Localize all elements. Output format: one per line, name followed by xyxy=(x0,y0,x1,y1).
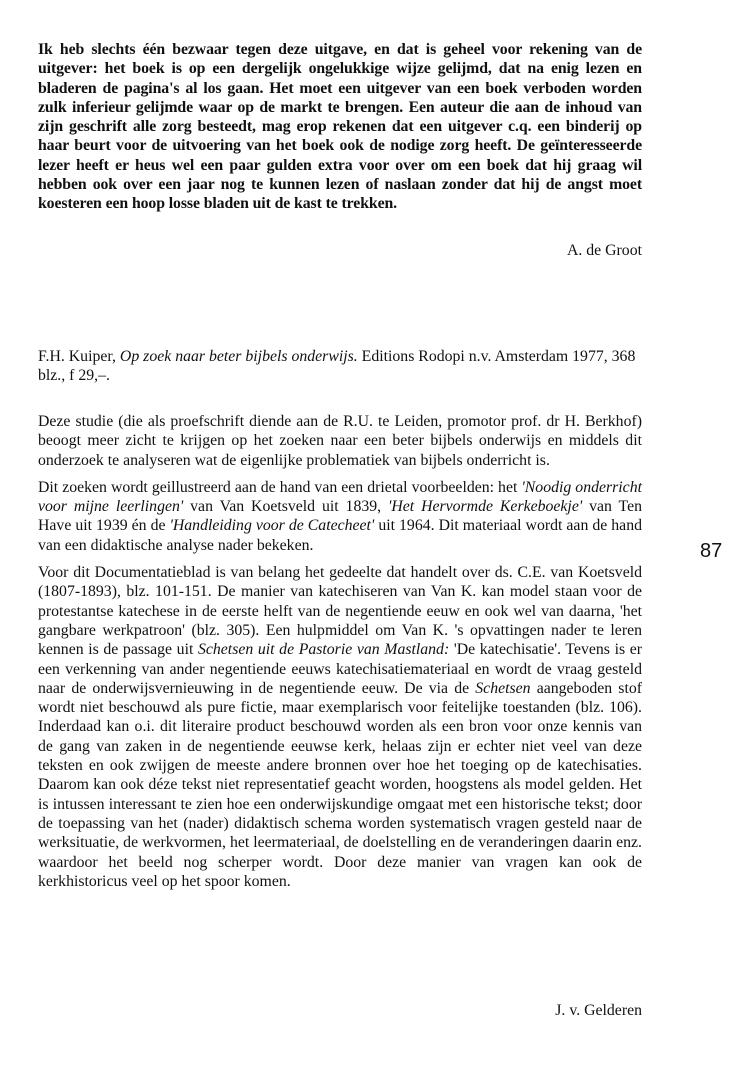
p3-text-2: 'De katechisatie'. Tevens is er een verkenning van ander negentiende eeuws katechisatiemateriaal en wordt de vraag gesteld naar de onderwijsvernieuwing in de negentiende eeuw. De via de xyxy=(38,641,642,697)
p2-italic-3: 'Handleiding voor de Catecheet' xyxy=(169,517,375,535)
review1-signature: A. de Groot xyxy=(566,242,642,259)
citation-title: Op zoek naar beter bijbels onderwijs. xyxy=(119,348,358,365)
p2-text-1: Dit zoeken wordt geillustreerd aan de hand van een drietal voorbeelden: het xyxy=(38,478,522,496)
review2-paragraph-1: Deze studie (die als proefschrift diende aan de R.U. te Leiden, promotor prof. dr H. Berkhof) beoogt meer zicht te krijgen op het zoeken naar een beter bijbels onderwijs en middels dit onderzoek te analyseren wat de eigenlijke problematiek van bijbels onderricht is. xyxy=(38,413,642,469)
review2-body xyxy=(38,412,642,891)
review2-paragraph-2 xyxy=(38,478,642,555)
p2-italic-2: 'Het Hervormde Kerkeboekje' xyxy=(387,498,583,516)
p2-text-2: van Van Koetsveld uit 1839, xyxy=(183,498,388,516)
p3-text-3: aangeboden stof wordt niet beschouwd als pure fictie, maar exemplarisch voor feitelijke toestanden (blz. 106). Inderdaad kan o.i. dit literaire product beschouwd worden als een bron voor onze kennis van de gang van zaken in de negentiende eeuwse kerk, helaas zijn er echter niet veel van deze teksten en ook zwijgen de meeste andere bronnen over hoe het toeging op de katechisaties. Daarom kan ook déze tekst niet representatief geacht worden, hoogstens als model gelden. Het is intussen interessant te zien hoe een onderwijskundige omgaat met een historische tekst; door de toepassing van het (nader) didaktisch schema worden systematisch vragen gesteld naar de werksituatie, de werkvormen, het leermateriaal, de doelstelling en de veranderingen daarin enz. waardoor het beeld nog scherper wordt. Door deze manier van vragen kan ook de kerkhistoricus veel op het spoor komen. xyxy=(38,679,642,890)
p2-text-3: van Ten Have uit 1939 én de xyxy=(38,498,642,535)
citation-publisher: Editions Rodopi n.v. Amsterdam 1977, 368 blz., f 29,–. xyxy=(38,348,636,385)
p2-italic-1: 'Noodig onderricht voor mijne leerlingen' xyxy=(38,478,642,516)
citation-author: F.H. Kuiper, xyxy=(38,348,120,365)
p3-italic-2: Schetsen xyxy=(475,679,531,697)
review2-citation-block xyxy=(38,347,642,386)
p3-italic-1: Schetsen uit de Pastorie van Mastland: xyxy=(197,641,450,659)
review2-paragraph-3 xyxy=(38,563,642,891)
review1-paragraph: Ik heb slechts één bezwaar tegen deze uitgave, en dat is geheel voor rekening van de uitgever: het boek is op een dergelijk ongelukkige wijze gelijmd, dat na enig lezen en bladeren de pagina's al los gaan. Het moet een uitgever van een boek verboden worden zulk inferieur gelijmde waar op de markt te brengen. Een auteur die aan de inhoud van zijn geschrift alle zorg besteedt, mag erop rekenen dat een uitgever c.q. een binderij op haar beurt voor de uitvoering van het boek ook de nodige zorg heeft. De geïnteresseerde lezer heeft er heus wel een paar gulden extra voor over om een boek dat hij graag wil hebben ook over een jaar nog te kunnen lezen of naslaan zonder dat hij de angst moet koesteren een hoop losse bladen uit de kast te trekken. xyxy=(38,41,642,213)
review2-citation xyxy=(38,347,642,386)
page-number: 87 xyxy=(700,540,723,562)
review2-signature: J. v. Gelderen xyxy=(555,1002,642,1019)
review1-paragraph-block xyxy=(38,40,642,214)
p3-text-1: Voor dit Documentatieblad is van belang het gedeelte dat handelt over ds. C.E. van Koetsveld (1807-1893), blz. 101-151. De manier van katechiseren van Van K. kan model staan voor de protestantse katechese in de eerste helft van de negentiende eeuw en ook wel van daarna, 'het gangbare werkpatroon' (blz. 305). Een hulpmiddel om Van K. 's opvattingen nader te leren kennen is de passage uit xyxy=(38,564,642,659)
p2-text-4: uit 1964. Dit materiaal wordt aan de hand van een didaktische analyse nader bekeken. xyxy=(38,517,642,554)
